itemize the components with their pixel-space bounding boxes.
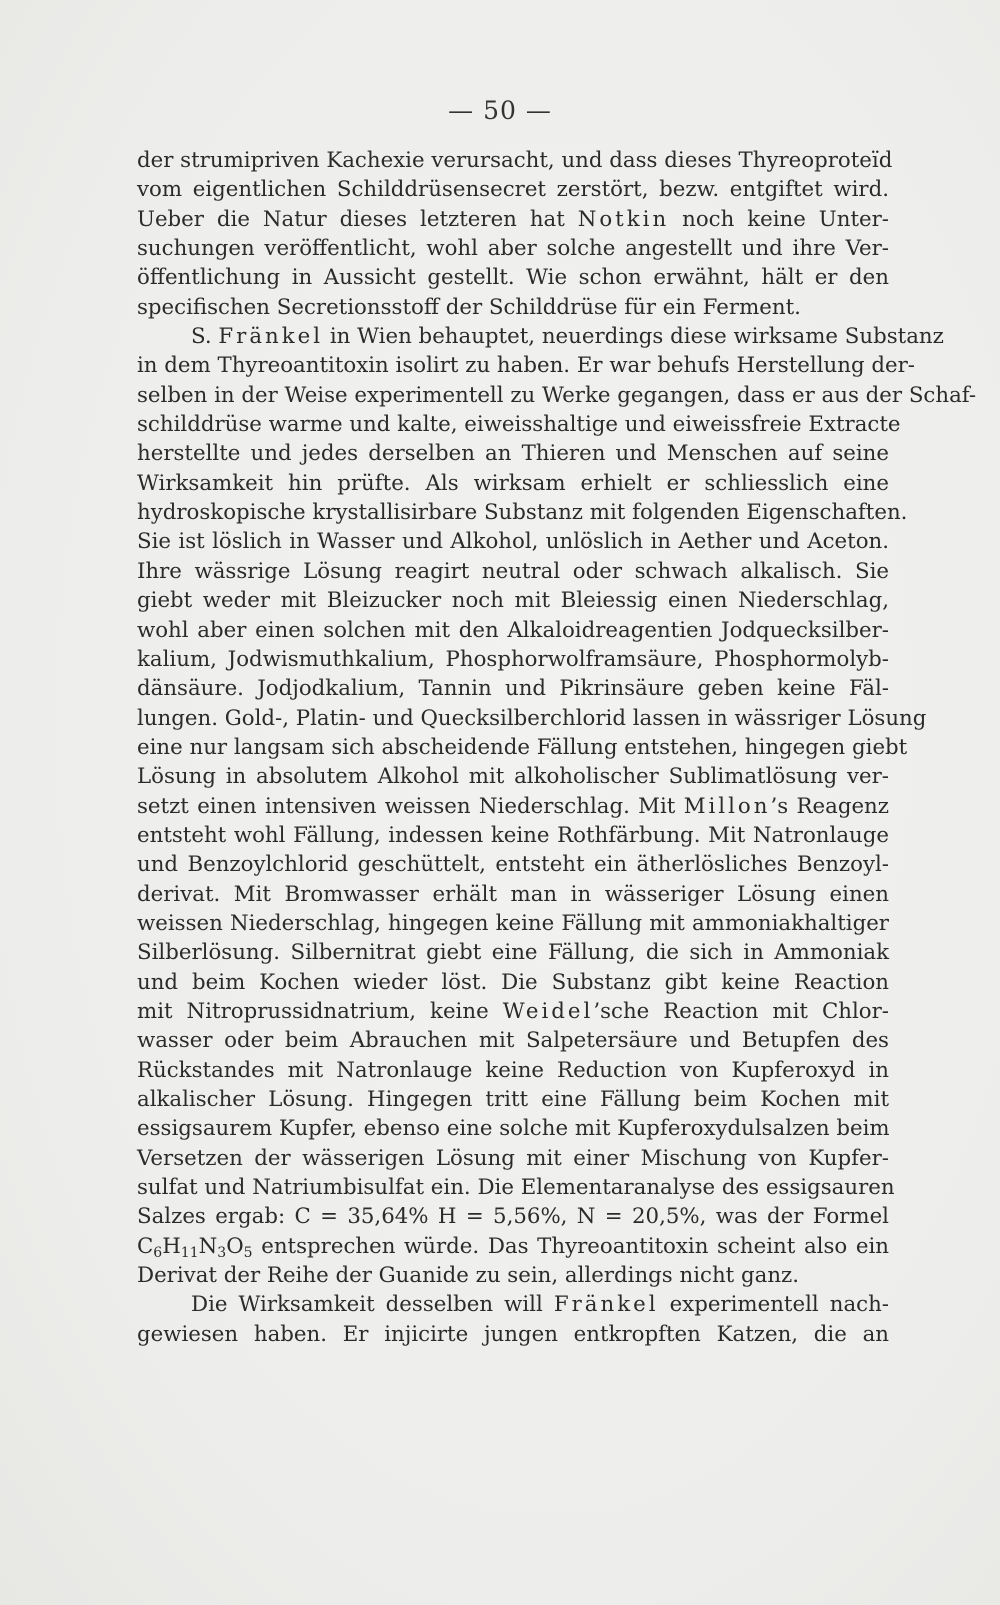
- text-line: [137, 293, 889, 322]
- text-line: [137, 175, 889, 204]
- text-run: in Wien behauptet, neuerdings diese wirksame Substanz: [323, 324, 944, 350]
- text-line: [137, 880, 889, 909]
- text-line: [137, 586, 889, 615]
- body-text: [137, 146, 977, 1349]
- text-line: [137, 733, 908, 762]
- text-line: [137, 1173, 895, 1202]
- text-run: öffentlichung in Aussicht gestellt. Wie schon erwähnt, hält er den: [137, 265, 889, 291]
- text-run: O: [226, 1233, 244, 1259]
- text-run: mit Nitroprussidnatrium, keine: [137, 998, 503, 1024]
- text-run: Sie ist löslich in Wasser und Alkohol, unlöslich in Aether und Aceton.: [137, 529, 889, 555]
- text-line: [137, 645, 889, 674]
- text-run: H: [162, 1233, 181, 1259]
- text-run: sulfat und Natriumbisulfat ein. Die Elementaranalyse des essigsauren: [137, 1175, 895, 1201]
- text-line: [137, 1144, 889, 1173]
- text-line: [137, 762, 889, 791]
- text-run: der strumipriven Kachexie verursacht, und dass dieses Thyreoproteïd: [137, 148, 893, 173]
- text-run: specifischen Secretionsstoff der Schilddrüse für ein Ferment.: [137, 294, 801, 320]
- text-line: [137, 1202, 889, 1231]
- text-run: setzt einen intensiven weissen Niederschlag. Mit: [137, 793, 684, 819]
- text-line: [137, 498, 908, 527]
- text-line: [137, 1114, 889, 1143]
- text-run: wasser oder beim Abrauchen mit Salpetersäure und Betupfen des: [137, 1028, 889, 1054]
- text-run: eine nur langsam sich abscheidende Fällung entstehen, hingegen giebt: [137, 734, 908, 760]
- page-number: — 50 —: [448, 96, 552, 125]
- text-line: [137, 616, 889, 645]
- text-line: [137, 1056, 889, 1085]
- text-line: [137, 1085, 889, 1114]
- text-line: [137, 469, 889, 498]
- text-run: schilddrüse warme und kalte, eiweisshaltige und eiweissfreie Extracte: [137, 412, 901, 438]
- text-line: [137, 263, 889, 292]
- paragraph: [137, 1290, 889, 1349]
- text-run: Salzes ergab: C = 35,64% H = 5,56%, N = 20,5%, was der Formel: [137, 1204, 889, 1230]
- text-run: weissen Niederschlag, hingegen keine Fällung mit ammoniakhaltiger: [137, 910, 889, 936]
- text-line: [137, 850, 889, 879]
- text-run: entsteht wohl Fällung, indessen keine Rothfärbung. Mit Natronlauge: [137, 822, 889, 848]
- text-line: [137, 1320, 889, 1349]
- subscript: 5: [243, 1244, 253, 1261]
- text-run: selben in der Weise experimentell zu Werke gegangen, dass er aus der Schaf-: [137, 382, 977, 408]
- text-line: [137, 938, 889, 967]
- text-run: entsprechen würde. Das Thyreoantitoxin scheint also ein: [252, 1233, 889, 1259]
- text-run: noch keine Unter-: [669, 206, 889, 232]
- text-run: vom eigentlichen Schilddrüsensecret zerstört, bezw. entgiftet wird.: [137, 177, 889, 203]
- text-run: C: [137, 1233, 154, 1259]
- text-run: Lösung in absolutem Alkohol mit alkoholischer Sublimatlösung ver-: [137, 764, 889, 790]
- text-run: und beim Kochen wieder löst. Die Substanz gibt keine Reaction: [137, 969, 889, 995]
- text-run: wohl aber einen solchen mit den Alkaloidreagentien Jodquecksilber-: [137, 617, 889, 643]
- text-run: dänsäure. Jodjodkalium, Tannin und Pikrinsäure geben keine Fäl-: [137, 676, 889, 702]
- text-run: hydroskopische krystallisirbare Substanz mit folgenden Eigenschaften.: [137, 500, 908, 526]
- text-line: [137, 997, 889, 1026]
- text-line: [137, 1290, 889, 1319]
- text-run: gewiesen haben. Er injicirte jungen entkropften Katzen, die an: [137, 1321, 889, 1347]
- spaced-name: Millon: [683, 793, 771, 819]
- subscript: 11: [180, 1244, 199, 1261]
- text-line: [137, 322, 944, 351]
- text-line: [137, 909, 889, 938]
- text-line: [137, 674, 889, 703]
- text-run: herstellte und jedes derselben an Thieren und Menschen auf seine: [137, 441, 889, 467]
- text-line: [137, 146, 893, 175]
- text-run: ’sche Reaction mit Chlor-: [593, 998, 890, 1024]
- text-run: und Benzoylchlorid geschüttelt, entsteht ein ätherlösliches Benzoyl-: [137, 852, 889, 878]
- text-run: derivat. Mit Bromwasser erhält man in wässeriger Lösung einen: [137, 881, 889, 907]
- text-line: [137, 205, 889, 234]
- spaced-name: Weidel: [502, 998, 594, 1024]
- text-line: [137, 968, 889, 997]
- text-run: Derivat der Reihe der Guanide zu sein, allerdings nicht ganz.: [137, 1263, 800, 1289]
- text-line: [137, 351, 915, 380]
- text-line: [137, 439, 889, 468]
- text-run: kalium, Jodwismuthkalium, Phosphorwolframsäure, Phosphormolyb-: [137, 646, 889, 672]
- text-run: lungen. Gold-, Platin- und Quecksilberchlorid lassen in wässriger Lösung: [137, 705, 927, 731]
- text-run: alkalischer Lösung. Hingegen tritt eine Fällung beim Kochen mit: [137, 1087, 889, 1112]
- text-line: [137, 1026, 889, 1055]
- text-line: [137, 381, 977, 410]
- text-run: experimentell nach-: [658, 1292, 889, 1318]
- text-run: N: [198, 1233, 218, 1259]
- text-line: [137, 527, 889, 556]
- text-run: Silberlösung. Silbernitrat giebt eine Fällung, die sich in Ammoniak: [137, 940, 889, 966]
- text-run: giebt weder mit Bleizucker noch mit Bleiessig einen Niederschlag,: [137, 588, 889, 614]
- text-run: S.: [191, 324, 219, 350]
- subscript: 3: [217, 1244, 227, 1261]
- text-run: Rückstandes mit Natronlauge keine Reduction von Kupferoxyd in: [137, 1057, 889, 1083]
- text-run: in dem Thyreoantitoxin isolirt zu haben. Er war behufs Herstellung der-: [137, 353, 915, 379]
- text-run: ’s Reagenz: [770, 793, 889, 819]
- text-line: [137, 234, 889, 263]
- text-line: [137, 821, 889, 850]
- paragraph: [137, 146, 893, 322]
- text-run: Die Wirksamkeit desselben will: [191, 1292, 554, 1318]
- paragraph: [137, 322, 977, 1290]
- text-run: essigsaurem Kupfer, ebenso eine solche mit Kupferoxydulsalzen beim: [137, 1116, 890, 1142]
- text-line: [137, 410, 901, 439]
- spaced-name: Fränkel: [218, 324, 324, 350]
- text-run: Ihre wässrige Lösung reagirt neutral oder schwach alkalisch. Sie: [137, 558, 889, 584]
- text-run: suchungen veröffentlicht, wohl aber solche angestellt und ihre Ver-: [137, 236, 889, 262]
- spaced-name: Fränkel: [553, 1292, 659, 1318]
- text-line: [137, 1261, 889, 1290]
- text-line: [137, 704, 927, 733]
- text-run: Ueber die Natur dieses letzteren hat: [137, 206, 578, 232]
- text-line: [137, 557, 889, 586]
- text-run: Wirksamkeit hin prüfte. Als wirksam erhielt er schliesslich eine: [137, 470, 889, 496]
- text-run: Versetzen der wässerigen Lösung mit einer Mischung von Kupfer-: [137, 1145, 889, 1171]
- text-line: [137, 792, 889, 821]
- text-line: [137, 1232, 889, 1261]
- spaced-name: Notkin: [577, 206, 670, 232]
- subscript: 6: [153, 1244, 163, 1261]
